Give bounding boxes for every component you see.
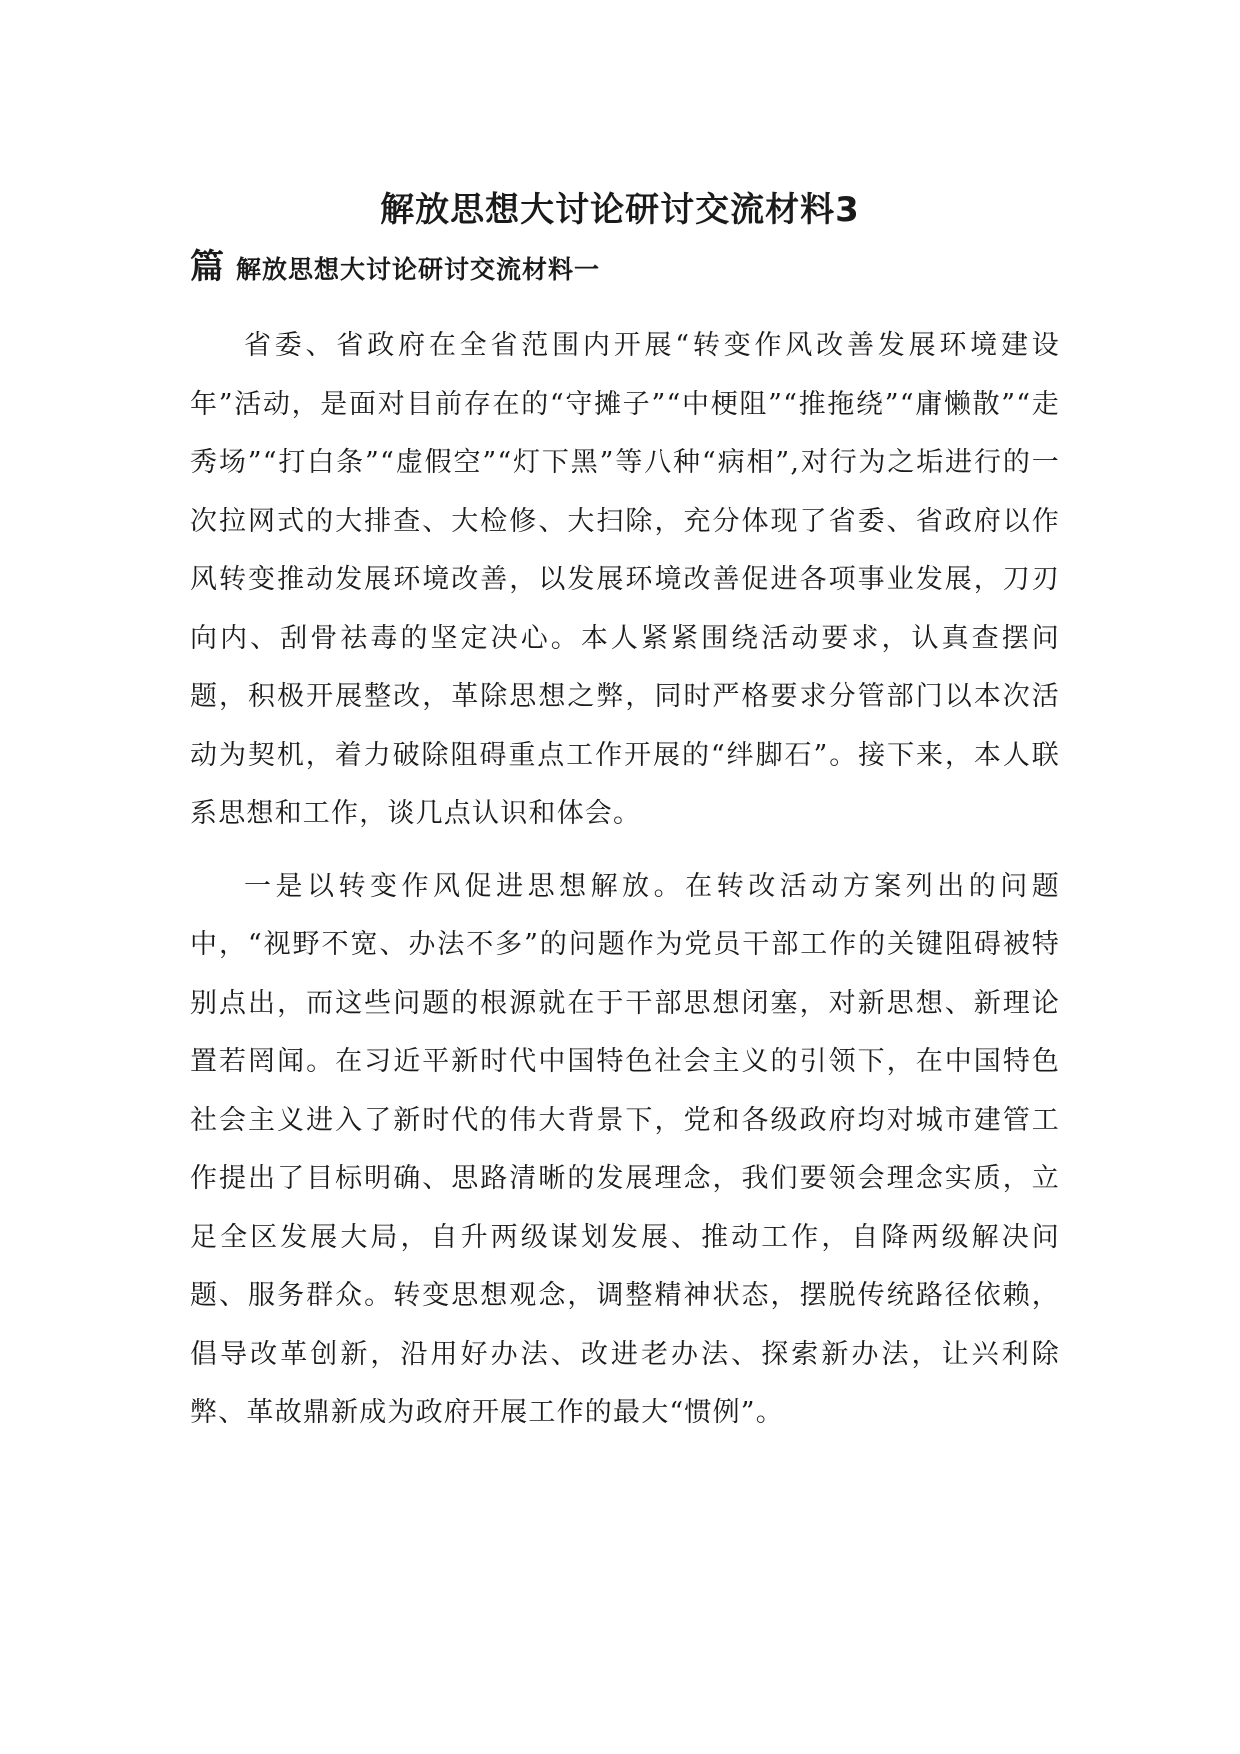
paragraph-1: 省委、省政府在全省范围内开展“转变作风改善发展环境建设年”活动，是面对目前存在的“守摊子”“中梗阻”“推拖绕”“庸懒散”“走秀场”“打白条”“虚假空”“灯下黑”等八种“病相”,对行为之垢进行的一次拉网式的大排查、大检修、大扫除，充分体现了省委、省政府以作风转变推动发展环境改善，以发展环境改善促进各项事业发展，刀刃向内、刮骨祛毒的坚定决心。本人紧紧围绕活动要求，认真查摆问题，积极开展整改，革除思想之弊，同时严格要求分管部门以本次活动为契机，着力破除阻碍重点工作开展的“绊脚石”。接下来，本人联系思想和工作，谈几点认识和体会。 [190, 330, 1060, 829]
document-body [190, 317, 1060, 1457]
section-heading-prefix: 篇 [190, 247, 224, 287]
section-heading [190, 244, 1070, 290]
document-title: 解放思想大讨论研讨交流材料3 [380, 190, 860, 230]
paragraph-2: 一是以转变作风促进思想解放。在转改活动方案列出的问题中，“视野不宽、办法不多”的问题作为党员干部工作的关键阻碍被特别点出，而这些问题的根源就在于干部思想闭塞，对新思想、新理论置若罔闻。在习近平新时代中国特色社会主义的引领下，在中国特色社会主义进入了新时代的伟大背景下，党和各级政府均对城市建管工作提出了目标明确、思路清晰的发展理念，我们要领会理念实质，立足全区发展大局，自升两级谋划发展、推动工作，自降两级解决问题、服务群众。转变思想观念，调整精神状态，摆脱传统路径依赖，倡导改革创新，沿用好办法、改进老办法、探索新办法，让兴利除弊、革故鼎新成为政府开展工作的最大“惯例”。 [190, 870, 1060, 1428]
section-heading-text: 解放思想大讨论研讨交流材料一 [236, 255, 601, 284]
